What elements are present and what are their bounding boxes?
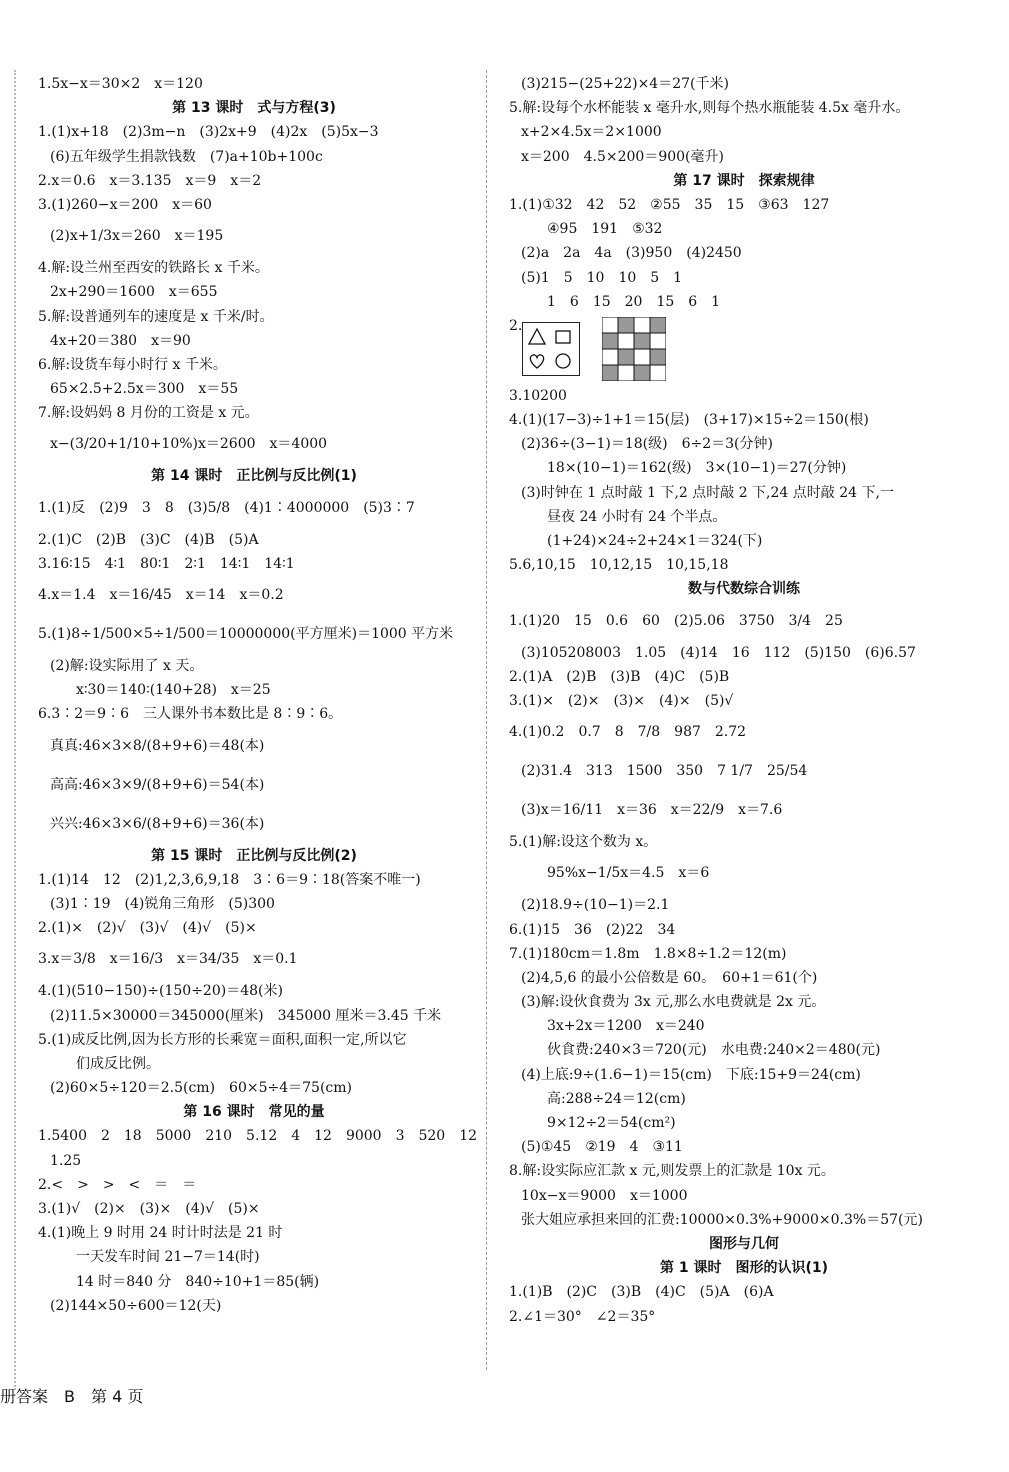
- grid-cell: [634, 317, 650, 333]
- line-text: (3)105208003 1.05 (4)14 16 112 (5)150 (6)6.57: [521, 644, 916, 661]
- section-heading: [38, 844, 470, 868]
- grid-cell: [618, 317, 634, 333]
- answer-line: [509, 529, 979, 553]
- answer-line: [38, 305, 470, 329]
- answer-line: [509, 791, 979, 830]
- section-heading: [38, 464, 470, 488]
- line-text: 1.(1)20 15 0.6 60 (2)5.06 3750 3/4 25: [509, 612, 843, 629]
- answer-line: [38, 193, 470, 217]
- line-text: (6)五年级学生捐款钱数 (7)a+10b+100c: [50, 148, 323, 165]
- line-text: 1.5400 2 18 5000 210 5.12 4 12 9000 3 520 12: [38, 1128, 478, 1145]
- line-text: 7.解:设妈妈 8 月份的工资是 x 元。: [38, 405, 259, 422]
- line-text: 5.6,10,15 10,12,15 10,15,18: [509, 557, 729, 574]
- answer-line: [509, 966, 979, 990]
- answer-line: [509, 241, 979, 265]
- line-text: 2.< > > < ＝ ＝: [38, 1176, 197, 1193]
- line-text: (2)x+1/3x＝260 x＝195: [50, 228, 224, 245]
- grid-cell: [602, 317, 618, 333]
- line-text: 5.(1)成反比例,因为长方形的长乘宽＝面积,面积一定,所以它: [38, 1031, 407, 1048]
- grid-cell: [618, 365, 634, 381]
- answer-line: [509, 193, 979, 217]
- line-text: (3)解:设伙食费为 3x 元,那么水电费就是 2x 元。: [521, 994, 826, 1011]
- line-text: (3)1∶19 (4)锐角三角形 (5)300: [50, 895, 275, 912]
- grid-cell: [618, 333, 634, 349]
- line-text: 5.解:设普通列车的速度是 x 千米/时。: [38, 308, 274, 325]
- answer-line: [38, 615, 470, 654]
- line-text: 第 15 课时 正比例与反比例(2): [151, 847, 357, 864]
- line-text: 1.(1)反 (2)9 3 8 (3)5/8 (4)1∶4000000 (5)3∶7: [38, 499, 415, 516]
- answer-line: [38, 678, 470, 702]
- figure-line: [509, 314, 979, 384]
- answer-line: [38, 377, 470, 401]
- answer-line: [509, 1280, 979, 1304]
- line-text: 2.(1)× (2)√ (3)√ (4)√ (5)×: [38, 920, 257, 937]
- line-text: 1.(1)B (2)C (3)B (4)C (5)A (6)A: [509, 1284, 774, 1301]
- column-divider: [486, 70, 487, 1370]
- line-text: (4)上底:9÷(1.6−1)＝15(cm) 下底:15+9＝24(cm): [521, 1066, 861, 1083]
- line-text: 4.(1)晚上 9 时用 24 时计时法是 21 时: [38, 1225, 283, 1242]
- line-text: 6.3∶2＝9∶6 三人课外书本数比是 8∶9∶6。: [38, 706, 343, 723]
- line-text: 4.解:设兰州至西安的铁路长 x 千米。: [38, 260, 269, 277]
- line-text: 3.16∶15 4∶1 80∶1 2∶1 14∶1 14∶1: [38, 555, 295, 572]
- answer-line: [509, 481, 979, 505]
- answer-line: [38, 425, 470, 464]
- answer-line: [509, 918, 979, 942]
- section-heading: [509, 577, 979, 601]
- answer-line: [509, 553, 979, 577]
- line-text: 10x−x＝9000 x＝1000: [521, 1187, 688, 1204]
- line-text: 1.(1)①32 42 52 ②55 35 15 ③63 127: [509, 196, 830, 213]
- answer-line: [38, 727, 470, 766]
- answer-line: [509, 854, 979, 893]
- line-text: 3.10200: [509, 387, 567, 404]
- answer-line: [509, 665, 979, 689]
- line-text: 1 6 15 20 15 6 1: [547, 293, 721, 310]
- line-text: (5)①45 ②19 4 ③11: [521, 1139, 683, 1156]
- answer-line: [509, 1063, 979, 1087]
- answer-line: [509, 1135, 979, 1159]
- line-text: 5.(1)8÷1/500×5÷1/500＝10000000(平方厘米)＝1000 平方米: [38, 626, 454, 642]
- circle-icon: [553, 351, 573, 371]
- line-text: 2.∠1＝30° ∠2＝35°: [509, 1308, 656, 1325]
- line-text: (2)解:设实际用了 x 天。: [50, 658, 204, 674]
- line-text: ④95 191 ⑤32: [547, 221, 663, 238]
- answer-line: [38, 1004, 470, 1028]
- shape-box: [522, 322, 580, 376]
- line-text: (2)a 2a 4a (3)950 (4)2450: [521, 245, 742, 262]
- line-text: 高:288÷24＝12(cm): [547, 1090, 686, 1107]
- answer-line: [509, 990, 979, 1014]
- line-text: 4.(1)0.2 0.7 8 7/8 987 2.72: [509, 724, 747, 741]
- answer-line: [509, 1087, 979, 1111]
- answer-line: [509, 641, 979, 665]
- answer-line: [38, 329, 470, 353]
- line-text: 3.(1)× (2)× (3)× (4)× (5)√: [509, 692, 734, 709]
- triangle-icon: [527, 327, 547, 347]
- binding-edge: [14, 70, 16, 1390]
- answer-line: [509, 1305, 979, 1329]
- answer-line: [38, 576, 470, 615]
- line-text: (5)1 5 10 10 5 1: [521, 269, 683, 286]
- line-text: 第 13 课时 式与方程(3): [172, 100, 336, 117]
- line-text: 3.x＝3/8 x＝16/3 x＝34/35 x＝0.1: [38, 951, 298, 968]
- line-text: 图形与几何: [709, 1235, 779, 1252]
- answer-line: [38, 256, 470, 280]
- line-text: 3x+2x＝1200 x＝240: [547, 1018, 705, 1035]
- grid-cell: [634, 365, 650, 381]
- line-text: x∶30＝140∶(140+28) x＝25: [76, 682, 271, 699]
- answer-line: [38, 1245, 470, 1269]
- line-text: 兴兴:46×3×6/(8+9+6)＝36(本): [50, 815, 265, 832]
- answer-line: [509, 1014, 979, 1038]
- answer-line: [38, 892, 470, 916]
- answer-line: [509, 408, 979, 432]
- answer-line: [509, 942, 979, 966]
- line-text: x−(3/20+1/10+10%)x＝2600 x＝4000: [50, 436, 328, 453]
- line-text: 真真:46×3×8/(8+9+6)＝48(本): [50, 737, 265, 754]
- answer-line: [38, 280, 470, 304]
- answer-line: [509, 145, 979, 169]
- line-text: (2)60×5÷120＝2.5(cm) 60×5÷4＝75(cm): [50, 1080, 352, 1097]
- answer-line: [38, 1221, 470, 1245]
- line-text: 2.(1)A (2)B (3)B (4)C (5)B: [509, 668, 730, 685]
- answer-line: [509, 1208, 979, 1232]
- answer-line: [38, 489, 470, 528]
- right-column: [509, 72, 979, 1329]
- left-column: [38, 72, 478, 1318]
- section-heading: [38, 96, 470, 120]
- answer-line: [38, 552, 470, 576]
- answer-line: [38, 805, 470, 844]
- line-text: 1.(1)14 12 (2)1,2,3,6,9,18 3∶6＝9∶18(答案不唯一): [38, 871, 421, 888]
- line-text: 8.解:设实际应汇款 x 元,则发票上的汇款是 10x 元。: [509, 1163, 835, 1180]
- section-heading: [38, 1100, 470, 1124]
- line-text: (2)144×50÷600＝12(天): [50, 1297, 222, 1314]
- line-text: 4.x＝1.4 x＝16/45 x＝14 x＝0.2: [38, 587, 284, 603]
- line-text: 4x+20＝380 x＝90: [50, 332, 191, 349]
- line-text: 65×2.5+2.5x＝300 x＝55: [50, 381, 239, 398]
- line-text: 1.25: [50, 1152, 82, 1169]
- answer-line: [509, 752, 979, 791]
- answer-line: [509, 120, 979, 144]
- grid-cell: [618, 349, 634, 365]
- answer-line: [509, 1184, 979, 1208]
- answer-line: [509, 602, 979, 641]
- answer-line: [38, 916, 470, 940]
- grid-cell: [634, 349, 650, 365]
- line-text: 第 16 课时 常见的量: [183, 1104, 325, 1121]
- pattern-figure: [522, 314, 666, 384]
- answer-line: [509, 432, 979, 456]
- line-text: 第 14 课时 正比例与反比例(1): [151, 468, 357, 485]
- line-text: 们成反比例。: [76, 1055, 160, 1072]
- answer-line: [509, 505, 979, 529]
- line-text: x+2×4.5x＝2×1000: [521, 124, 662, 141]
- answer-line: [38, 120, 470, 144]
- answer-line: [509, 266, 979, 290]
- answer-line: [509, 96, 979, 120]
- answer-line: [38, 654, 470, 678]
- line-text: 18×(10−1)＝162(级) 3×(10−1)＝27(分钟): [547, 460, 847, 477]
- answer-line: [509, 290, 979, 314]
- answer-line: [509, 72, 979, 96]
- grid-cell: [650, 349, 666, 365]
- answer-line: [509, 1159, 979, 1183]
- answer-line: [509, 713, 979, 752]
- line-text: 3.(1)√ (2)× (3)× (4)√ (5)×: [38, 1201, 260, 1217]
- line-text: 张大姐应承担来回的汇费:10000×0.3%+9000×0.3%＝57(元): [521, 1211, 923, 1228]
- line-text: (3)215−(25+22)×4＝27(千米): [521, 76, 729, 92]
- answer-line: [509, 456, 979, 480]
- grid-cell: [650, 317, 666, 333]
- pattern-grid: [602, 317, 666, 381]
- answer-line: [38, 1076, 470, 1100]
- line-text: 2.: [509, 317, 523, 334]
- line-text: 6.解:设货车每小时行 x 千米。: [38, 356, 227, 373]
- line-text: 高高:46×3×9/(8+9+6)＝54(本): [50, 776, 265, 793]
- answer-line: [509, 217, 979, 241]
- answer-line: [38, 766, 470, 805]
- line-text: 1.5x−x＝30×2 x＝120: [38, 76, 203, 92]
- answer-line: [38, 401, 470, 425]
- line-text: 2.x＝0.6 x＝3.135 x＝9 x＝2: [38, 172, 262, 189]
- grid-cell: [602, 349, 618, 365]
- line-text: 一天发车时间 21−7＝14(时): [76, 1249, 260, 1266]
- line-text: (3)x＝16/11 x＝36 x＝22/9 x＝7.6: [521, 802, 783, 819]
- answer-line: [509, 1111, 979, 1135]
- line-text: 5.(1)解:设这个数为 x。: [509, 834, 658, 851]
- answer-line: [38, 1294, 470, 1318]
- grid-cell: [634, 333, 650, 349]
- answer-line: [38, 353, 470, 377]
- answer-line: [509, 689, 979, 713]
- answer-line: [38, 1052, 470, 1076]
- line-text: (2)31.4 313 1500 350 7 1/7 25/54: [521, 763, 808, 780]
- answer-line: [38, 1270, 470, 1294]
- answer-line: [38, 1173, 470, 1197]
- grid-cell: [650, 333, 666, 349]
- answer-line: [38, 1149, 470, 1173]
- answer-line: [38, 72, 470, 96]
- line-text: (1+24)×24÷2+24×1＝324(下): [547, 533, 763, 549]
- line-text: 5.解:设每个水杯能装 x 毫升水,则每个热水瓶能装 4.5x 毫升水。: [509, 100, 910, 117]
- line-text: 14 时＝840 分 840÷10+1＝85(辆): [76, 1273, 320, 1290]
- line-text: 2.(1)C (2)B (3)C (4)B (5)A: [38, 531, 259, 548]
- line-text: 3.(1)260−x＝200 x＝60: [38, 196, 212, 213]
- line-text: 第 17 课时 探索规律: [673, 172, 815, 189]
- heart-icon: [527, 351, 547, 371]
- line-text: 第 1 课时 图形的认识(1): [659, 1260, 829, 1277]
- answer-line: [38, 1028, 470, 1052]
- answer-line: [38, 702, 470, 726]
- line-text: 7.(1)180cm＝1.8m 1.8×8÷1.2＝12(m): [509, 945, 787, 962]
- line-text: (2)4,5,6 的最小公倍数是 60。 60+1＝61(个): [521, 969, 818, 986]
- line-text: (3)时钟在 1 点时敲 1 下,2 点时敲 2 下,24 点时敲 24 下,一: [521, 484, 894, 501]
- line-text: 1.(1)x+18 (2)3m−n (3)2x+9 (4)2x (5)5x−3: [38, 124, 379, 141]
- answer-line: [38, 169, 470, 193]
- line-text: 6.(1)15 36 (2)22 34: [509, 921, 676, 938]
- line-text: (2)18.9÷(10−1)＝2.1: [521, 897, 670, 914]
- line-text: 伙食费:240×3＝720(元) 水电费:240×2＝480(元): [547, 1042, 881, 1059]
- section-heading: [509, 169, 979, 193]
- line-text: (2)36÷(3−1)＝18(级) 6÷2＝3(分钟): [521, 436, 773, 453]
- answer-line: [38, 528, 470, 552]
- answer-line: [509, 1038, 979, 1062]
- grid-cell: [602, 333, 618, 349]
- page-footer: 册答案 B 第 4 页: [0, 1387, 144, 1406]
- answer-line: [509, 893, 979, 917]
- answer-line: [509, 830, 979, 854]
- line-text: 4.(1)(510−150)÷(150÷20)＝48(米): [38, 983, 283, 1000]
- grid-cell: [602, 365, 618, 381]
- line-text: x＝200 4.5×200＝900(毫升): [521, 148, 724, 165]
- line-text: 9×12÷2＝54(cm²): [547, 1115, 676, 1131]
- answer-line: [38, 940, 470, 979]
- answer-line: [509, 384, 979, 408]
- line-text: 4.(1)(17−3)÷1+1＝15(层) (3+17)×15÷2＝150(根): [509, 412, 869, 429]
- section-heading: [509, 1256, 979, 1280]
- answer-line: [38, 868, 470, 892]
- answer-line: [38, 217, 470, 256]
- line-text: (2)11.5×30000＝345000(厘米) 345000 厘米＝3.45 千米: [50, 1007, 442, 1024]
- section-heading: [509, 1232, 979, 1256]
- answer-line: [38, 1124, 478, 1148]
- answer-line: [38, 979, 470, 1003]
- answer-line: [38, 1197, 470, 1221]
- line-text: 95%x−1/5x＝4.5 x＝6: [547, 865, 710, 882]
- grid-cell: [650, 365, 666, 381]
- answer-line: [38, 145, 470, 169]
- line-text: 昼夜 24 小时有 24 个半点。: [547, 508, 727, 525]
- square-icon: [553, 327, 573, 347]
- line-text: 2x+290＝1600 x＝655: [50, 284, 218, 301]
- line-text: 数与代数综合训练: [688, 581, 800, 598]
